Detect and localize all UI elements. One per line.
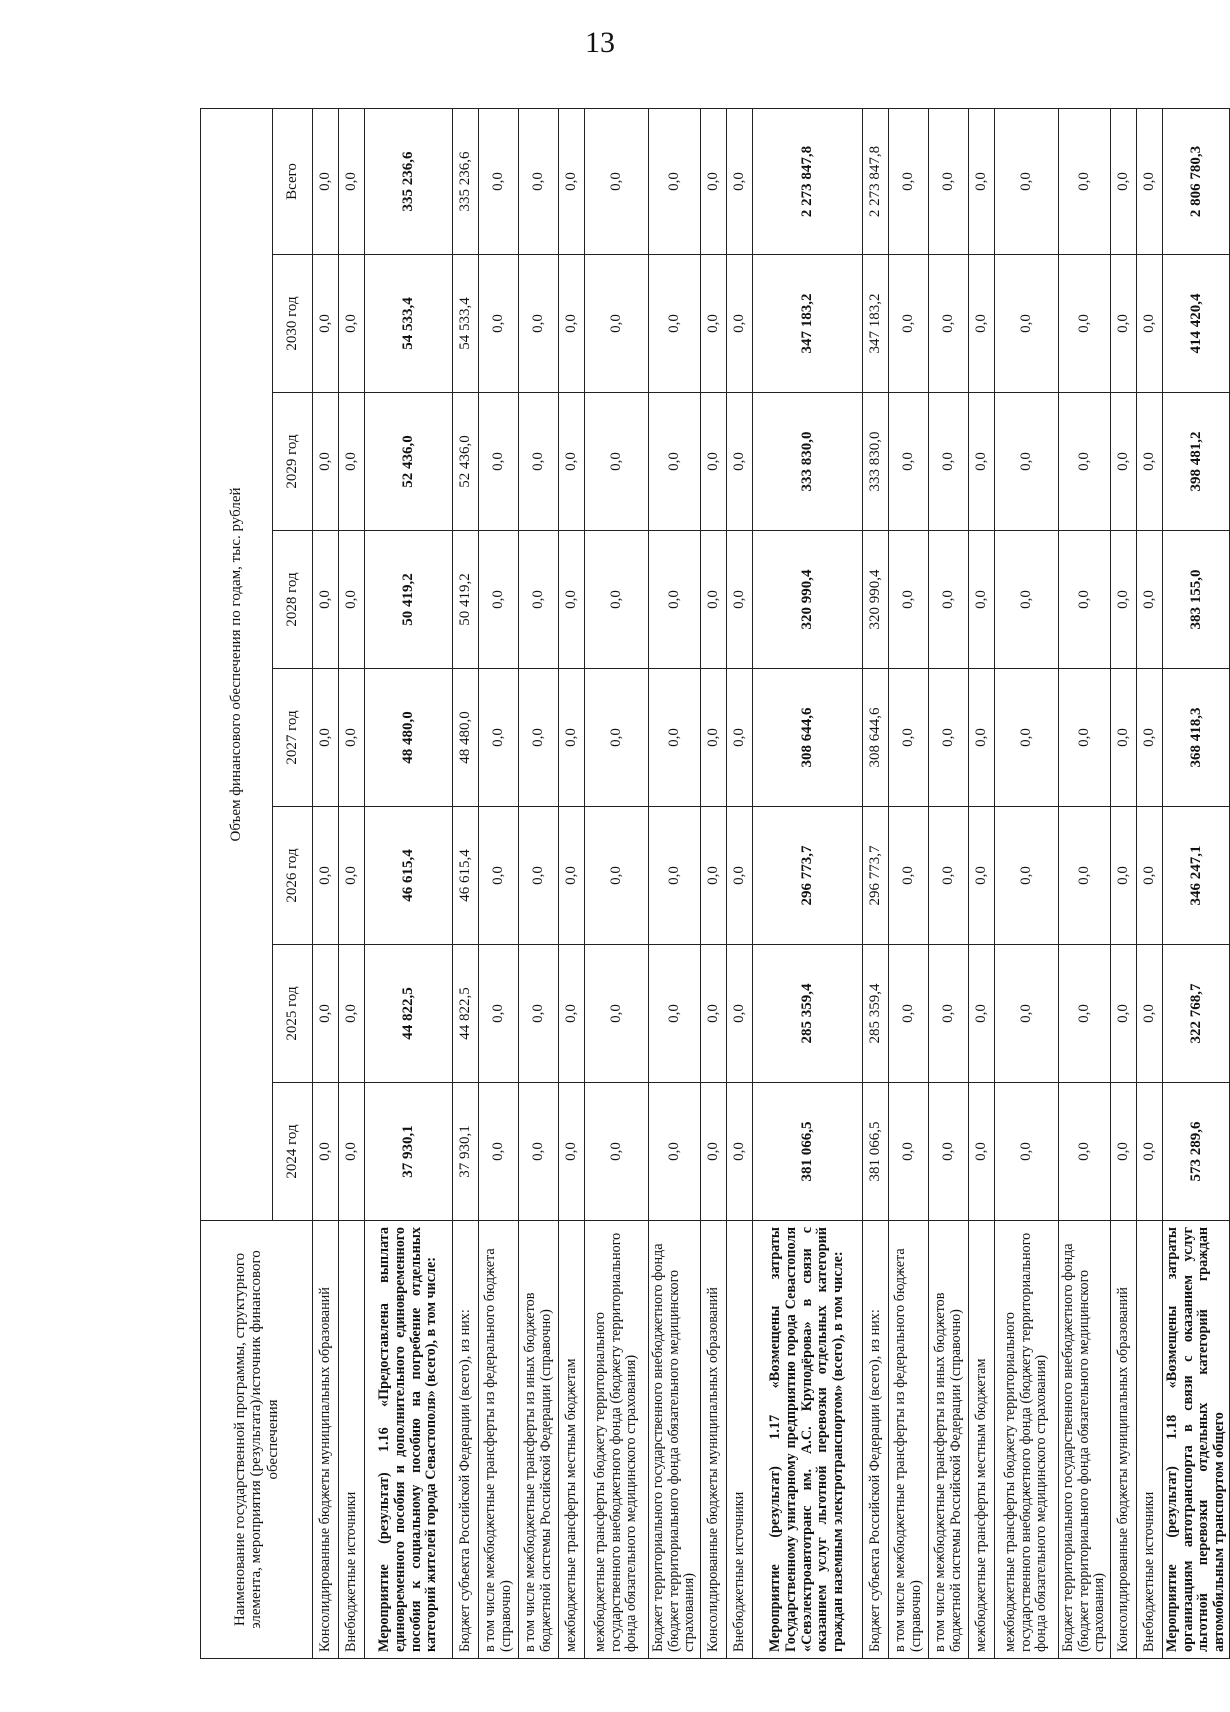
row-year-value: 0,0	[1059, 393, 1111, 531]
row-label: Мероприятие (результат) 1.18 «Возмещены затраты организациям автотранспорта в связи с оказанием услуг льготной перевозки отдельных категорий граждан автомобильным транспортом общего	[1163, 1221, 1230, 1659]
row-total-value: 0,0	[479, 108, 519, 254]
row-year-value: 308 644,6	[863, 669, 889, 807]
row-year-value: 0,0	[889, 669, 929, 807]
row-year-value: 0,0	[649, 393, 701, 531]
table-row	[1111, 108, 1137, 1658]
row-year-value: 0,0	[1111, 531, 1137, 669]
row-year-value: 0,0	[1137, 255, 1163, 393]
row-year-value: 0,0	[889, 807, 929, 945]
row-year-value: 0,0	[339, 255, 365, 393]
row-year-value: 0,0	[969, 945, 995, 1083]
row-year-value: 381 066,5	[863, 1083, 889, 1221]
row-year-value: 0,0	[929, 255, 969, 393]
row-year-value: 0,0	[969, 255, 995, 393]
row-year-value: 0,0	[339, 669, 365, 807]
year-header: 2025 год	[273, 945, 313, 1083]
row-label: в том числе межбюджетные трансферты из федерального бюджета (справочно)	[889, 1221, 929, 1659]
row-year-value: 0,0	[313, 1083, 339, 1221]
row-year-value: 0,0	[519, 531, 559, 669]
row-total-value: 0,0	[1059, 108, 1111, 254]
row-year-value: 0,0	[889, 255, 929, 393]
row-year-value: 0,0	[727, 669, 753, 807]
row-year-value: 320 990,4	[863, 531, 889, 669]
row-label: Внебюджетные источники	[727, 1221, 753, 1659]
row-year-value: 0,0	[559, 669, 585, 807]
row-year-value: 0,0	[1111, 669, 1137, 807]
row-year-value: 0,0	[585, 669, 649, 807]
row-year-value: 0,0	[649, 531, 701, 669]
row-year-value: 414 420,4	[1163, 255, 1230, 393]
row-year-value: 0,0	[519, 255, 559, 393]
row-year-value: 0,0	[1111, 1083, 1137, 1221]
row-year-value: 573 289,6	[1163, 1083, 1230, 1221]
row-year-value: 0,0	[313, 393, 339, 531]
row-total-value: 2 806 780,3	[1163, 108, 1230, 254]
row-year-value: 0,0	[585, 807, 649, 945]
row-total-value: 0,0	[1137, 108, 1163, 254]
row-year-value: 0,0	[727, 1083, 753, 1221]
row-year-value: 285 359,4	[863, 945, 889, 1083]
row-year-value: 0,0	[995, 531, 1059, 669]
row-year-value: 0,0	[727, 393, 753, 531]
row-label: Бюджет территориального государственного внебюджетного фонда (бюджет территориального фонда обязательного медицинского страхования)	[1059, 1221, 1111, 1659]
row-year-value: 44 822,5	[453, 945, 479, 1083]
row-year-value: 0,0	[889, 945, 929, 1083]
row-year-value: 0,0	[1111, 255, 1137, 393]
row-year-value: 346 247,1	[1163, 807, 1230, 945]
row-year-value: 0,0	[559, 945, 585, 1083]
row-label: в том числе межбюджетные трансферты из федерального бюджета (справочно)	[479, 1221, 519, 1659]
row-year-value: 0,0	[559, 531, 585, 669]
table-row	[1137, 108, 1163, 1658]
row-label: межбюджетные трансферты местным бюджетам	[969, 1221, 995, 1659]
row-total-value: 0,0	[701, 108, 727, 254]
row-total-value: 0,0	[313, 108, 339, 254]
row-total-value: 0,0	[339, 108, 365, 254]
table-row	[969, 108, 995, 1658]
row-year-value: 0,0	[479, 669, 519, 807]
row-total-value: 0,0	[1111, 108, 1137, 254]
row-year-value: 347 183,2	[863, 255, 889, 393]
row-year-value: 0,0	[701, 393, 727, 531]
row-year-value: 0,0	[585, 255, 649, 393]
year-header: 2026 год	[273, 807, 313, 945]
row-year-value: 0,0	[479, 255, 519, 393]
row-year-value: 0,0	[559, 393, 585, 531]
row-total-value: 0,0	[969, 108, 995, 254]
row-year-value: 0,0	[1111, 807, 1137, 945]
row-year-value: 0,0	[701, 669, 727, 807]
row-year-value: 0,0	[559, 255, 585, 393]
row-total-value: 335 236,6	[453, 108, 479, 254]
row-year-value: 368 418,3	[1163, 669, 1230, 807]
row-year-value: 0,0	[1137, 393, 1163, 531]
row-total-value: 335 236,6	[365, 108, 453, 254]
header-name-column: Наименование государственной программы, структурного элемента, мероприятия (результата)/источник финансового обеспечения	[201, 1221, 313, 1659]
table-row	[453, 108, 479, 1658]
row-year-value: 0,0	[889, 393, 929, 531]
row-year-value: 322 768,7	[1163, 945, 1230, 1083]
table-row	[339, 108, 365, 1658]
row-total-value: 0,0	[727, 108, 753, 254]
row-label: межбюджетные трансферты бюджету территориального государственного внебюджетного фонда (бюджету территориального фонда обязательного медицинского страхования)	[995, 1221, 1059, 1659]
row-label: Внебюджетные источники	[1137, 1221, 1163, 1659]
table-row	[889, 108, 929, 1658]
row-year-value: 0,0	[479, 1083, 519, 1221]
row-year-value: 0,0	[1059, 945, 1111, 1083]
row-year-value: 0,0	[339, 1083, 365, 1221]
page-number: 13	[585, 26, 615, 59]
table-row-measure	[365, 108, 453, 1658]
row-year-value: 0,0	[929, 1083, 969, 1221]
year-header: 2027 год	[273, 669, 313, 807]
row-label: межбюджетные трансферты местным бюджетам	[559, 1221, 585, 1659]
row-year-value: 347 183,2	[753, 255, 863, 393]
table-row	[701, 108, 727, 1658]
row-year-value: 398 481,2	[1163, 393, 1230, 531]
row-year-value: 0,0	[995, 807, 1059, 945]
row-year-value: 0,0	[995, 1083, 1059, 1221]
row-year-value: 0,0	[1137, 945, 1163, 1083]
table-row	[995, 108, 1059, 1658]
row-total-value: 0,0	[559, 108, 585, 254]
row-label: Консолидированные бюджеты муниципальных образований	[313, 1221, 339, 1659]
table-row	[727, 108, 753, 1658]
row-total-value: 0,0	[929, 108, 969, 254]
row-year-value: 0,0	[1137, 531, 1163, 669]
row-year-value: 48 480,0	[453, 669, 479, 807]
row-year-value: 0,0	[1059, 807, 1111, 945]
row-year-value: 0,0	[649, 807, 701, 945]
row-year-value: 0,0	[479, 807, 519, 945]
row-year-value: 0,0	[727, 531, 753, 669]
row-total-value: 0,0	[889, 108, 929, 254]
row-year-value: 0,0	[559, 1083, 585, 1221]
row-year-value: 0,0	[701, 255, 727, 393]
table-row	[559, 108, 585, 1658]
table-row	[1059, 108, 1111, 1658]
table-row-measure	[1163, 108, 1230, 1658]
row-year-value: 48 480,0	[365, 669, 453, 807]
row-year-value: 0,0	[479, 531, 519, 669]
header-row-1	[201, 108, 273, 1658]
row-total-value: 0,0	[649, 108, 701, 254]
row-year-value: 0,0	[313, 255, 339, 393]
row-year-value: 44 822,5	[365, 945, 453, 1083]
row-year-value: 381 066,5	[753, 1083, 863, 1221]
row-year-value: 0,0	[969, 393, 995, 531]
row-total-value: 2 273 847,8	[863, 108, 889, 254]
row-year-value: 0,0	[519, 945, 559, 1083]
row-year-value: 308 644,6	[753, 669, 863, 807]
row-year-value: 0,0	[889, 531, 929, 669]
row-year-value: 0,0	[929, 393, 969, 531]
table-row	[313, 108, 339, 1658]
row-year-value: 333 830,0	[863, 393, 889, 531]
row-label: Консолидированные бюджеты муниципальных образований	[701, 1221, 727, 1659]
row-year-value: 0,0	[995, 945, 1059, 1083]
row-year-value: 0,0	[313, 669, 339, 807]
table-row	[519, 108, 559, 1658]
row-year-value: 0,0	[727, 807, 753, 945]
row-year-value: 46 615,4	[453, 807, 479, 945]
row-label: Бюджет территориального государственного внебюджетного фонда (бюджет территориального фонда обязательного медицинского страхования)	[649, 1221, 701, 1659]
row-label: в том числе межбюджетные трансферты из иных бюджетов бюджетной системы Российской Федерации (справочно)	[519, 1221, 559, 1659]
row-label: межбюджетные трансферты бюджету территориального государственного внебюджетного фонда (бюджету территориального фонда обязательного медицинского страхования)	[585, 1221, 649, 1659]
row-year-value: 0,0	[339, 393, 365, 531]
row-year-value: 0,0	[1111, 393, 1137, 531]
row-year-value: 50 419,2	[453, 531, 479, 669]
row-year-value: 0,0	[929, 531, 969, 669]
row-total-value: 0,0	[995, 108, 1059, 254]
row-total-value: 2 273 847,8	[753, 108, 863, 254]
row-year-value: 0,0	[727, 255, 753, 393]
total-header: Всего	[273, 108, 313, 254]
row-year-value: 0,0	[969, 807, 995, 945]
row-year-value: 0,0	[889, 1083, 929, 1221]
row-year-value: 0,0	[519, 1083, 559, 1221]
row-year-value: 0,0	[929, 669, 969, 807]
row-year-value: 296 773,7	[863, 807, 889, 945]
row-year-value: 0,0	[701, 1083, 727, 1221]
row-year-value: 0,0	[1059, 531, 1111, 669]
row-year-value: 0,0	[649, 255, 701, 393]
row-year-value: 0,0	[1059, 669, 1111, 807]
row-year-value: 0,0	[339, 531, 365, 669]
table-row-measure	[753, 108, 863, 1658]
year-header: 2030 год	[273, 255, 313, 393]
row-year-value: 37 930,1	[365, 1083, 453, 1221]
row-label: Консолидированные бюджеты муниципальных образований	[1111, 1221, 1137, 1659]
row-year-value: 0,0	[1059, 1083, 1111, 1221]
row-year-value: 0,0	[313, 807, 339, 945]
row-year-value: 0,0	[727, 945, 753, 1083]
row-year-value: 0,0	[519, 669, 559, 807]
row-year-value: 0,0	[995, 255, 1059, 393]
row-year-value: 0,0	[1111, 945, 1137, 1083]
row-year-value: 0,0	[969, 531, 995, 669]
table-row	[479, 108, 519, 1658]
row-year-value: 0,0	[1137, 669, 1163, 807]
row-label: Бюджет субъекта Российской Федерации (всего), из них:	[863, 1221, 889, 1659]
header-funding-group: Объем финансового обеспечения по годам, тыс. рублей	[201, 108, 273, 1220]
row-year-value: 0,0	[1137, 1083, 1163, 1221]
row-year-value: 50 419,2	[365, 531, 453, 669]
row-year-value: 0,0	[701, 807, 727, 945]
row-total-value: 0,0	[585, 108, 649, 254]
row-year-value: 0,0	[929, 945, 969, 1083]
row-total-value: 0,0	[519, 108, 559, 254]
row-year-value: 37 930,1	[453, 1083, 479, 1221]
budget-table	[200, 108, 1230, 1659]
row-year-value: 0,0	[559, 807, 585, 945]
row-year-value: 0,0	[1137, 807, 1163, 945]
row-year-value: 0,0	[649, 1083, 701, 1221]
row-label: Внебюджетные источники	[339, 1221, 365, 1659]
row-year-value: 0,0	[313, 945, 339, 1083]
row-year-value: 0,0	[479, 945, 519, 1083]
table-row	[585, 108, 649, 1658]
row-label: Мероприятие (результат) 1.16 «Предоставлена выплата единовременного пособия и дополнительного единовременного пособия к социальному пособию на погребение отдельных категорий жителей города Севастополя» (всего), в том числе:	[365, 1221, 453, 1659]
year-header: 2028 год	[273, 531, 313, 669]
row-year-value: 0,0	[313, 531, 339, 669]
row-year-value: 0,0	[585, 393, 649, 531]
row-year-value: 0,0	[1059, 255, 1111, 393]
row-year-value: 0,0	[649, 669, 701, 807]
row-year-value: 0,0	[701, 531, 727, 669]
row-year-value: 54 533,4	[365, 255, 453, 393]
table-row	[649, 108, 701, 1658]
row-year-value: 0,0	[995, 669, 1059, 807]
row-year-value: 0,0	[995, 393, 1059, 531]
row-year-value: 320 990,4	[753, 531, 863, 669]
row-year-value: 0,0	[519, 393, 559, 531]
row-year-value: 0,0	[585, 945, 649, 1083]
row-year-value: 52 436,0	[453, 393, 479, 531]
year-header: 2029 год	[273, 393, 313, 531]
row-year-value: 383 155,0	[1163, 531, 1230, 669]
row-year-value: 0,0	[585, 531, 649, 669]
row-year-value: 0,0	[969, 669, 995, 807]
rotated-table-container	[200, 109, 1227, 1659]
row-year-value: 52 436,0	[365, 393, 453, 531]
row-year-value: 0,0	[339, 807, 365, 945]
row-year-value: 0,0	[585, 1083, 649, 1221]
row-label: Бюджет субъекта Российской Федерации (всего), из них:	[453, 1221, 479, 1659]
row-year-value: 0,0	[479, 393, 519, 531]
row-year-value: 0,0	[701, 945, 727, 1083]
row-year-value: 0,0	[339, 945, 365, 1083]
row-year-value: 0,0	[969, 1083, 995, 1221]
row-year-value: 296 773,7	[753, 807, 863, 945]
row-label: Мероприятие (результат) 1.17 «Возмещены затраты Государственному унитарному предприятию города Севастополя «Севэлектроавтотранс им. А.С. Круподёрова» в связи с оказанием услуг льготной перевозки отдельных категорий граждан наземным электротранспортом» (всего), в том числе:	[753, 1221, 863, 1659]
row-year-value: 0,0	[649, 945, 701, 1083]
table-row	[929, 108, 969, 1658]
table-row	[863, 108, 889, 1658]
table-body	[313, 108, 1230, 1658]
row-year-value: 54 533,4	[453, 255, 479, 393]
row-year-value: 46 615,4	[365, 807, 453, 945]
row-year-value: 0,0	[929, 807, 969, 945]
row-year-value: 333 830,0	[753, 393, 863, 531]
row-year-value: 0,0	[519, 807, 559, 945]
row-year-value: 285 359,4	[753, 945, 863, 1083]
row-label: в том числе межбюджетные трансферты из иных бюджетов бюджетной системы Российской Федерации (справочно)	[929, 1221, 969, 1659]
year-header: 2024 год	[273, 1083, 313, 1221]
